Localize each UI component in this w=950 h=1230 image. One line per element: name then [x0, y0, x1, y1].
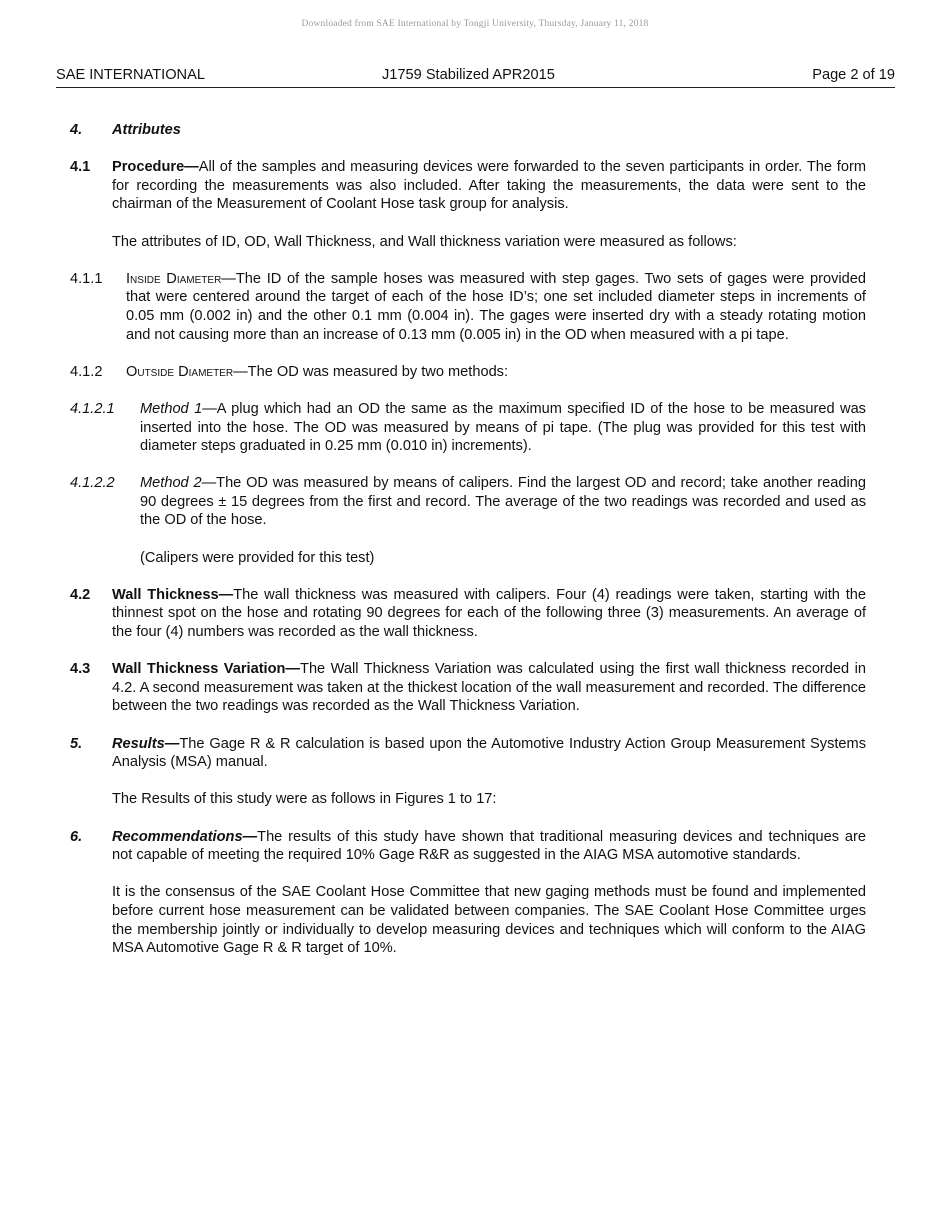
section-4-1-paragraph-2: The attributes of ID, OD, Wall Thickness, and Wall thickness variation were measured as follows:	[112, 233, 737, 250]
section-number: 4.2	[70, 586, 91, 603]
section-text: The results of this study have shown that traditional measuring devices and techniques are not capable of meeting the required 10% Gage R&R as suggested in the AIAG MSA automotive standards.	[112, 828, 866, 864]
section-number: 4.1.2	[70, 363, 103, 380]
section-text: —The ID of the sample hoses was measured with step gages. Two sets of gages were provided that were centered around the target of each of the hose ID’s; one set included diameter steps in increments of 0.05 mm (0.002 in) and the other 0.1 mm (0.004 in). The gages were inserted dry with a steady rotating motion and not causing more than an increase of 0.13 mm (0.005 in) in the OD when measured with a pi tape.	[126, 270, 866, 343]
section-paragraph	[126, 270, 866, 344]
section-title: Procedure—	[112, 159, 199, 176]
section-4-1-2-2	[70, 474, 866, 530]
section-number: 4.3	[70, 661, 91, 678]
section-5	[70, 735, 866, 772]
section-paragraph	[112, 828, 866, 865]
section-title: Recommendations—	[112, 828, 258, 845]
section-number: 4.1.1	[70, 270, 103, 287]
section-title: Wall Thickness Variation—	[112, 661, 301, 678]
section-text: —The OD was measured by means of calipers. Find the largest OD and record; take another reading 90 degrees ± 15 degrees from the first and record. The average of the two readings was recorded and used as the OD of the hose.	[140, 475, 866, 529]
section-5-paragraph-2: The Results of this study were as follows in Figures 1 to 17:	[112, 791, 497, 808]
header-page-number: Page 2 of 19	[812, 67, 895, 83]
section-text: The wall thickness was measured with calipers. Four (4) readings were taken, starting with the thinnest spot on the hose and rotating 90 degrees for each of the following three (3) measurements. An average of the four (4) numbers was recorded as the wall thickness.	[112, 586, 866, 641]
section-4-1-2	[70, 363, 866, 382]
section-title: Method 2	[140, 475, 202, 492]
section-6	[70, 828, 866, 865]
section-number: 4.	[70, 122, 83, 138]
section-title: Outside Diameter	[126, 363, 234, 380]
section-4-1-2-2-note: (Calipers were provided for this test)	[140, 549, 375, 566]
section-title: Results—	[112, 735, 180, 752]
section-6-paragraph-2: It is the consensus of the SAE Coolant Hose Committee that new gaging methods must be found and implemented before current hose measurement can be validated between companies. The SAE Coolant Hose Committee urges the membership jointly or individually to develop measuring devices and techniques which will conform to the AIAG MSA Automotive Gage R & R target of 10%.	[112, 884, 866, 957]
section-title: Method 1	[140, 400, 203, 417]
section-text: The Wall Thickness Variation was calculated using the first wall thickness recorded in 4.2. A second measurement was taken at the thickest location of the wall measurement and recorded. The difference between the two readings was recorded as the Wall Thickness Variation.	[112, 661, 866, 715]
section-number: 4.1.2.1	[70, 400, 115, 417]
download-watermark: Downloaded from SAE International by Tongji University, Thursday, January 11, 2018	[301, 19, 649, 29]
header-org: SAE INTERNATIONAL	[56, 67, 205, 83]
section-number: 6.	[70, 828, 83, 845]
section-paragraph	[140, 474, 866, 530]
section-paragraph	[126, 363, 866, 382]
section-paragraph	[140, 400, 866, 456]
section-text: —A plug which had an OD the same as the maximum specified ID of the hose to be measured was inserted into the hose. The OD was measured by means of pi tape. (The plug was provided for this test with diameter steps graduated in 0.25 mm (0.010 in) increments).	[140, 400, 866, 455]
section-4-1-2-1	[70, 400, 866, 456]
section-paragraph	[112, 586, 866, 642]
document-body	[70, 121, 866, 976]
section-number: 4.1	[70, 159, 91, 176]
section-text: —The OD was measured by two methods:	[233, 363, 509, 380]
section-paragraph	[112, 660, 866, 716]
header-doc-id: J1759 Stabilized APR2015	[382, 67, 555, 83]
section-4-1	[70, 158, 866, 214]
section-4-heading	[70, 121, 866, 140]
section-title: Attributes	[112, 122, 181, 138]
section-paragraph	[112, 735, 866, 772]
section-title: Inside Diameter	[126, 270, 222, 287]
section-4-3	[70, 660, 866, 716]
section-text: The Gage R & R calculation is based upon the Automotive Industry Action Group Measurement Systems Analysis (MSA) manual.	[112, 735, 866, 771]
section-paragraph	[112, 158, 866, 214]
section-text: All of the samples and measuring devices were forwarded to the seven participants in order. The form for recording the measurements was also included. After taking the measurements, the data were sent to the chairman of the Measurement of Coolant Hose task group for analysis.	[112, 159, 866, 213]
section-number: 4.1.2.2	[70, 475, 115, 492]
section-4-1-1	[70, 270, 866, 344]
section-number: 5.	[70, 735, 83, 752]
section-4-2	[70, 586, 866, 642]
section-title: Wall Thickness—	[112, 586, 234, 603]
page-header	[56, 66, 895, 88]
